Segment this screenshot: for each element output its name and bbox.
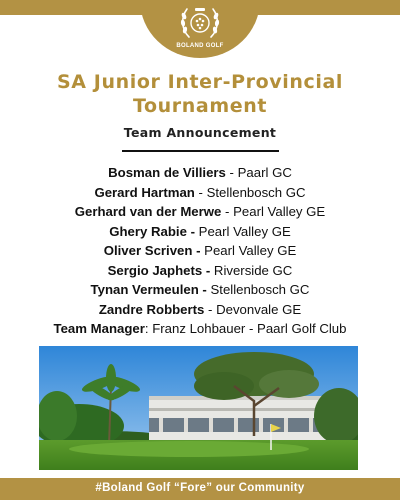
title-line-2: Tournament (132, 95, 268, 117)
team-member (0, 241, 400, 261)
member-club: Paarl GC (237, 165, 292, 180)
team-manager (0, 319, 400, 339)
subtitle: Team Announcement (123, 125, 277, 140)
team-member (0, 163, 400, 183)
member-name: Oliver Scriven - (103, 243, 201, 258)
member-club: Franz Lohbauer - Paarl Golf Club (152, 321, 347, 336)
member-name: Ghery Rabie - (109, 223, 195, 239)
divider (122, 150, 279, 152)
team-member (0, 183, 400, 203)
member-sep: - (225, 165, 238, 180)
team-member (0, 222, 400, 242)
member-name: Team Manager (53, 321, 145, 336)
clubhouse-photo (39, 346, 358, 470)
member-name: Gerhard van der Merwe (74, 204, 222, 219)
member-club: Pearl Valley GE (198, 223, 291, 239)
logo-text: BOLAND GOLF (176, 43, 224, 49)
member-sep: - (194, 184, 207, 200)
member-club: Pearl Valley GE (204, 243, 297, 258)
member-name: Sergio Japhets - (107, 262, 211, 278)
team-list (0, 163, 400, 339)
page-title (0, 70, 400, 118)
team-member (0, 202, 400, 222)
member-club: Pearl Valley GE (233, 204, 326, 219)
member-club: Devonvale GE (216, 301, 302, 317)
member-club: Stellenbosch GC (206, 184, 306, 200)
crest-icon (175, 3, 225, 41)
team-member (0, 300, 400, 320)
member-name: Bosman de Villiers (108, 165, 226, 180)
member-club: Stellenbosch GC (210, 282, 310, 297)
team-member (0, 280, 400, 300)
member-sep: - (204, 301, 217, 317)
member-sep: - (221, 204, 234, 219)
member-club: Riverside GC (213, 262, 293, 278)
member-sep: : (144, 321, 153, 336)
member-name: Tynan Vermeulen - (90, 282, 207, 297)
member-name: Zandre Robberts (98, 301, 205, 317)
member-name: Gerard Hartman (94, 184, 195, 200)
title-line-1: SA Junior Inter-Provincial (57, 71, 343, 93)
team-member (0, 261, 400, 281)
footer-hashtag: #Boland Golf “Fore” our Community (95, 482, 305, 494)
